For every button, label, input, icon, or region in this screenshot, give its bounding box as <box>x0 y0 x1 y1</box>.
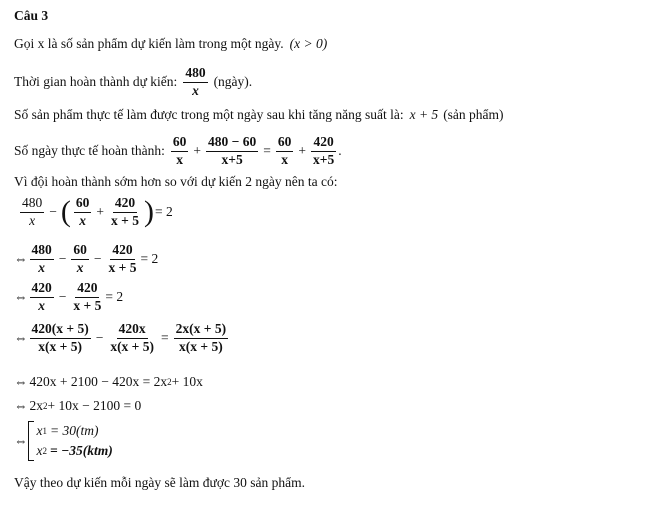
plus-sign: + <box>96 204 104 220</box>
equivalence-arrow: ⇔ <box>14 289 28 305</box>
eq5-square: 2 <box>167 377 172 387</box>
equation-5 <box>14 374 203 390</box>
equivalence-arrow: ⇔ <box>14 433 28 448</box>
solution-1: x 1 = 30(tm) <box>36 423 99 438</box>
equation-3 <box>14 281 123 314</box>
right-paren: ) <box>143 195 154 229</box>
equation-2 <box>14 243 158 276</box>
eq2-fraction-60: $\frac{60}{x}$ <box>73 242 87 275</box>
minus-sign: − <box>95 330 104 346</box>
expr-x-plus-5: x + 5 <box>409 107 439 122</box>
actual-products-text: Số sản phẩm thực tế làm được trong một ngày sau khi tăng năng suất là: <box>14 107 404 122</box>
eq1-fraction-420: $\frac{420}{x + 5}$ <box>111 195 139 228</box>
eq1-rhs: = 2 <box>154 204 173 220</box>
eq1-fraction-480: $\frac{480}{x}$ <box>22 195 43 228</box>
fraction-60-x-2: $\frac{60}{x}$ <box>277 134 292 167</box>
equivalence-arrow: ⇔ <box>14 374 28 389</box>
equivalence-arrow: ⇔ <box>14 251 28 267</box>
condition: (x > 0) <box>289 36 328 51</box>
eq1-fraction-60: $\frac{60}{x}$ <box>75 195 90 228</box>
equation-7-solutions <box>14 421 113 461</box>
line-expected-time <box>14 66 252 99</box>
eq3-fraction-420: $\frac{420}{x}$ <box>31 280 52 313</box>
eq4-fraction-1: $\frac{420(x + 5)}{x(x + 5)}$ <box>31 321 89 354</box>
equation-6 <box>14 398 141 414</box>
eq5-lhs: 420x + 2100 − 420x = 2x <box>29 374 168 389</box>
fraction-60-x: $\frac{60}{x}$ <box>172 134 187 167</box>
equivalence-arrow: ⇔ <box>14 398 28 413</box>
left-paren: ( <box>60 195 71 229</box>
minus-sign: − <box>49 204 57 220</box>
plus-sign-2: + <box>298 143 306 159</box>
eq5-rest: + 10x <box>171 374 203 389</box>
question-heading: Câu 3 <box>14 8 49 23</box>
fraction-480-x: $\frac{480}{x}$ <box>185 65 206 98</box>
conclusion: Vậy theo dự kiến mỗi ngày sẽ làm được 30 sản phẩm. <box>14 475 305 490</box>
define-x-text: Gọi x là số sản phẩm dự kiến làm trong một ngày. <box>14 36 284 51</box>
line-actual-days <box>14 135 342 168</box>
fraction-420-x5: $\frac{480 - 60}{x+5}$ <box>208 134 257 167</box>
equation-4 <box>14 322 230 355</box>
eq4-fraction-2: $\frac{420x}{x(x + 5)}$ <box>110 321 154 354</box>
unit-products: (sản phẩm) <box>443 107 504 122</box>
eq2-fraction-420: $\frac{420}{x + 5}$ <box>108 242 137 275</box>
eq4-fraction-3: $\frac{2x(x + 5)}{x(x + 5)}$ <box>175 321 227 354</box>
expected-time-text: Thời gian hoàn thành dự kiến: <box>14 74 178 90</box>
solution-2: x 2 = −35(ktm) <box>36 443 113 458</box>
line-actual-products <box>14 107 504 123</box>
equals-sign: = <box>161 330 169 346</box>
unit-days: (ngày). <box>213 74 253 90</box>
solution-list <box>37 423 113 459</box>
fraction-420-x5-2: $\frac{420}{x+5}$ <box>313 134 335 167</box>
equals-sign: = <box>263 143 271 159</box>
eq3-fraction-420-x5: $\frac{420}{x + 5}$ <box>73 280 102 313</box>
eq6-rest: + 10x − 2100 = 0 <box>47 398 142 413</box>
equivalence-arrow: ⇔ <box>14 330 28 346</box>
eq2-rhs: = 2 <box>140 251 159 267</box>
line-reason: Vì đội hoàn thành sớm hơn so với dự kiến 2 ngày nên ta có: <box>14 174 338 189</box>
period: . <box>338 143 342 159</box>
eq6-term: 2x <box>29 398 43 413</box>
minus-sign: − <box>58 289 67 305</box>
eq3-rhs: = 2 <box>105 289 124 305</box>
minus-sign-2: − <box>93 251 102 267</box>
actual-days-text: Số ngày thực tế hoàn thành: <box>14 143 165 159</box>
equation-1 <box>18 196 173 229</box>
eq6-square: 2 <box>43 401 48 411</box>
solution-bracket <box>28 421 34 461</box>
eq2-fraction-480: $\frac{480}{x}$ <box>31 242 52 275</box>
line-define-x <box>14 36 327 52</box>
plus-sign: + <box>193 143 202 159</box>
minus-sign: − <box>58 251 67 267</box>
